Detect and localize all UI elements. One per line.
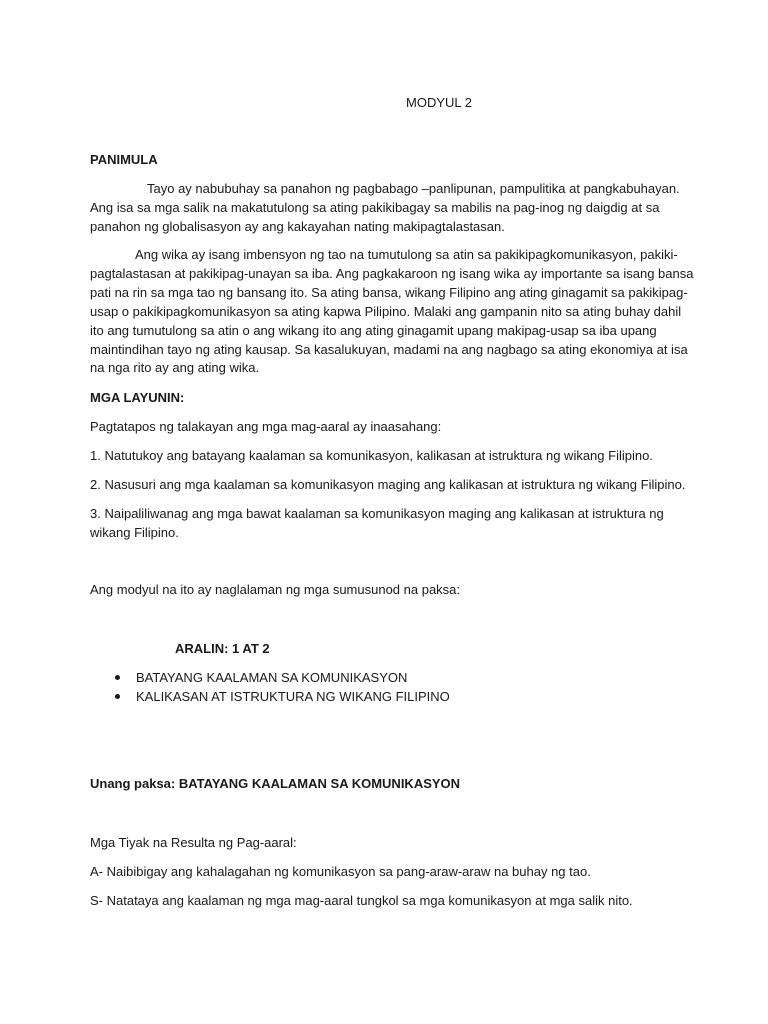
paragraph-line: Tayo ay nabubuhay sa panahon ng pagbabago –panlipunan, pampulitika at pangkabuhayan. [147, 181, 680, 196]
resulta-heading: Mga Tiyak na Resulta ng Pag-aaral: [90, 835, 297, 850]
paragraph-line: usap o pakikipagkomunikasyon sa ating kapwa Pilipino. Malaki ang gampanin nito sa ating buhay dahil [90, 304, 682, 319]
paragraph-line: Ang isa sa mga salik na makatutulong sa ating pakikibagay sa mabilis na pag-inog ng daigdig at sa [90, 200, 660, 215]
paragraph-line: panahon ng globalisasyon ay ang kakayahan nating makipagtalastasan. [90, 219, 505, 234]
layunin-item: 3. Naipaliliwanag ang mga bawat kaalaman sa komunikasyon maging ang kalikasan at istruktura ng [90, 506, 664, 521]
paragraph-line: maintindihan tayo ng ating kausap. Sa kasalukuyan, madami na ang nagbago sa ating ekonomiya at isa [90, 342, 688, 357]
resulta-item-a: A- Naibibigay ang kahalagahan ng komunikasyon sa pang-araw-araw na buhay ng tao. [90, 864, 591, 879]
paragraph-line: Ang wika ay isang imbensyon ng tao na tumutulong sa atin sa pakikipagkomunikasyon, pakiki- [135, 247, 678, 262]
bullet-icon [115, 675, 120, 680]
aralin-bullet-item: BATAYANG KAALAMAN SA KOMUNIKASYON [136, 670, 408, 685]
paragraph-line: ito ang tumutulong sa atin o ang wikang ito ang ating ginagamit upang makipag-usap sa iba upang [90, 323, 657, 338]
page-title: MODYUL 2 [406, 95, 472, 110]
panimula-heading: PANIMULA [90, 152, 158, 167]
aralin-bullet-item: KALIKASAN AT ISTRUKTURA NG WIKANG FILIPINO [136, 689, 450, 704]
resulta-item-s: S- Natataya ang kaalaman ng mga mag-aaral tungkol sa mga komunikasyon at mga salik nito. [90, 893, 633, 908]
layunin-heading: MGA LAYUNIN: [90, 390, 185, 405]
paragraph-line: pati na rin sa mga tao ng bansang ito. Sa ating bansa, wikang Filipino ang ating ginagamit sa pakikipag- [90, 285, 688, 300]
aralin-heading: ARALIN: 1 AT 2 [175, 641, 270, 656]
layunin-item-continued: wikang Filipino. [90, 525, 179, 540]
paragraph-line: na nga rito ay ang ating wika. [90, 360, 260, 375]
layunin-item: 2. Nasusuri ang mga kaalaman sa komunikasyon maging ang kalikasan at istruktura ng wikang Filipino. [90, 477, 686, 492]
modyul-intro: Ang modyul na ito ay naglalaman ng mga sumusunod na paksa: [90, 582, 461, 597]
unang-paksa-heading: Unang paksa: BATAYANG KAALAMAN SA KOMUNIKASYON [90, 776, 461, 791]
paragraph-line: pagtalastasan at pakikipag-unayan sa iba. Ang pagkakaroon ng isang wika ay importante sa isang bansa [90, 266, 694, 281]
bullet-icon [115, 694, 120, 699]
layunin-intro: Pagtatapos ng talakayan ang mga mag-aaral ay inaasahang: [90, 419, 442, 434]
layunin-item: 1. Natutukoy ang batayang kaalaman sa komunikasyon, kalikasan at istruktura ng wikang Filipino. [90, 448, 653, 463]
